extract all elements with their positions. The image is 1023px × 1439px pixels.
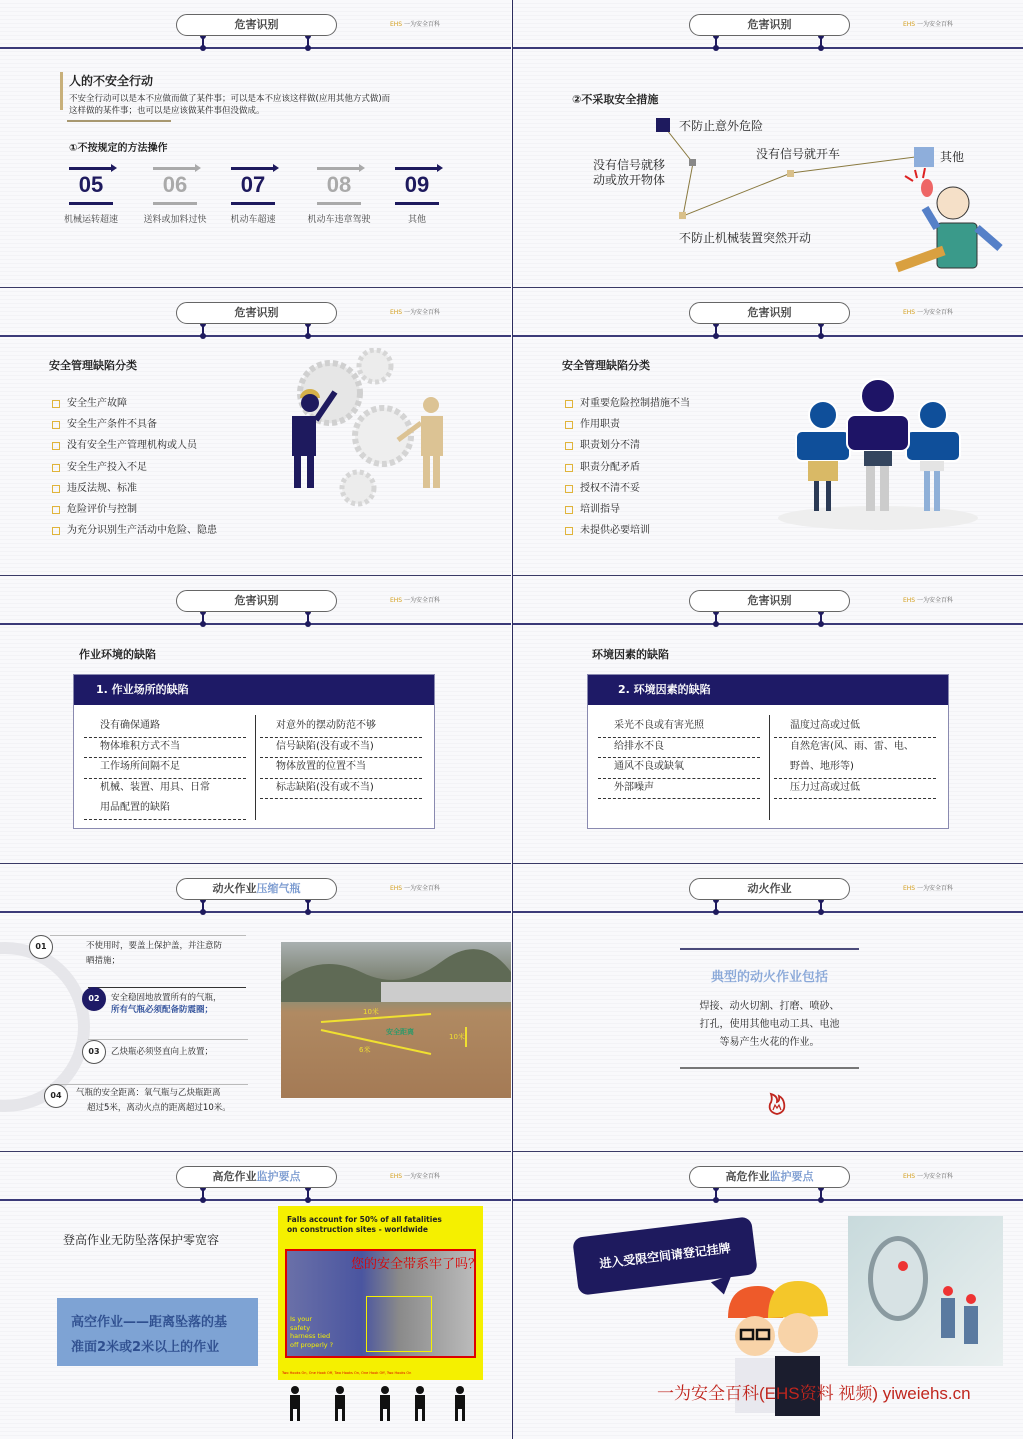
safety-poster: Falls account for 50% of all fatalities on construction sites - worldwide 您的安全带系牢了吗？ Is your safety harness tied off properly ? Two Hooks On, One Hook Off, Two Hooks On, One Hook Off, Two Hooks On — [278, 1206, 483, 1380]
node-marker — [914, 147, 934, 167]
people-illustration — [778, 373, 988, 533]
checkbox-icon — [565, 464, 573, 472]
speech-bubble: 进入受限空间请登记挂牌 — [572, 1216, 758, 1296]
accent-bar — [60, 72, 63, 110]
flame-icon — [767, 1090, 787, 1116]
slide-work-at-height[interactable] — [0, 1152, 511, 1439]
checkbox-icon — [565, 506, 573, 514]
checkbox-icon — [565, 485, 573, 493]
step-badge: 03 — [82, 1040, 106, 1064]
section-header: 危害识别 — [176, 302, 337, 324]
slide-management-defects-2[interactable] — [512, 288, 1023, 576]
defect-list — [52, 393, 217, 542]
node-marker — [787, 170, 794, 177]
step-badge: 04 — [44, 1084, 68, 1108]
watermark: 一为安全百科(EHS资料 视频) yiweiehs.cn — [657, 1384, 971, 1403]
table-header: 1. 作业场所的缺陷 — [74, 675, 434, 705]
gears-people-illustration — [280, 348, 460, 548]
confined-space-illustration — [848, 1216, 1003, 1366]
description: 不安全行动可以是本不应做而做了某件事；可以是本不应该这样做(应用其他方式做)而 这样做的某件事；也可以是应该做某件事但没做成。 — [69, 94, 391, 116]
node-label: 不防止意外危险 — [679, 119, 764, 133]
node-label: 没有信号就移 动或放开物体 — [593, 158, 666, 187]
list-item: 作用职责 — [565, 414, 690, 435]
defect-table — [73, 674, 435, 829]
defect-list — [565, 393, 690, 542]
slide-unsafe-acts[interactable] — [0, 0, 511, 288]
logo: EHS 一为安全百科 — [390, 597, 441, 604]
step-06: 06 送料或加料过快 — [145, 167, 205, 225]
node-marker — [656, 118, 670, 132]
node-label: 其他 — [940, 150, 965, 164]
section-header: 危害识别 — [689, 14, 850, 36]
node-marker — [689, 159, 696, 166]
slide-title: 安全管理缺陷分类 — [562, 359, 650, 372]
photo-label: 10米 — [449, 1033, 465, 1041]
checkbox-icon — [52, 506, 60, 514]
right-column: 对意外的摆动防范不够 信号缺陷(没有或不当) 物体放置的位置不当 标志缺陷(没有或不当) — [260, 717, 422, 799]
section-header: 危害识别 — [689, 590, 850, 612]
left-column: 采光不良或有害光照 给排水不良 通风不良或缺氧 外部噪声 — [598, 717, 760, 799]
step-text: 气瓶的安全距离：氧气瓶与乙炔瓶距离 超过5米，离动火点的距离超过10米。 — [76, 1088, 231, 1113]
node-marker — [679, 212, 686, 219]
header-line — [0, 47, 511, 49]
list-item: 安全生产故障 — [52, 393, 217, 414]
section-header: 危害识别 — [689, 302, 850, 324]
step-08: 08 机动车违章驾驶 — [309, 167, 369, 225]
worker-cartoon — [885, 168, 1015, 280]
logo: EHS 一为安全百科 — [390, 309, 441, 316]
section-header: 高危作业监护要点 — [176, 1166, 337, 1188]
slide-hot-work[interactable] — [512, 864, 1023, 1152]
list-item: 职责分配矛盾 — [565, 457, 690, 478]
checkbox-icon — [565, 421, 573, 429]
checkbox-icon — [52, 421, 60, 429]
logo: EHS 一为安全百科 — [390, 885, 441, 892]
step-text: 安全稳固地放置所有的气瓶， 所有气瓶必须配备防震圈； — [111, 993, 222, 1015]
table-header: 2. 环境因素的缺陷 — [588, 675, 948, 705]
list-item: 安全生产条件不具备 — [52, 414, 217, 435]
list-item: 职责划分不清 — [565, 436, 690, 457]
section-header: 高危作业监护要点 — [689, 1166, 850, 1188]
checkbox-icon — [52, 400, 60, 408]
checkbox-icon — [565, 527, 573, 535]
list-item: 未提供必要培训 — [565, 521, 690, 542]
harness-figures — [282, 1380, 482, 1424]
slide-title: 作业环境的缺陷 — [79, 648, 156, 661]
section-header: 动火作业压缩气瓶 — [176, 878, 337, 900]
right-column: 温度过高或过低 自然危害(风、雨、雷、电、 野兽、地形等) 压力过高或过低 — [774, 717, 936, 799]
step-badge: 02 — [82, 987, 106, 1011]
step-07: 07 机动车超速 — [223, 167, 283, 225]
list-item: 培训指导 — [565, 499, 690, 520]
body-text: 焊接、动火切割、打磨、喷砂、 打孔，使用其他电动工具、电池 等易产生火花的作业。 — [699, 1001, 840, 1048]
list-item: 没有安全生产管理机构或人员 — [52, 436, 217, 457]
logo: EHS 一为安全百科 — [903, 1173, 954, 1180]
step-09: 09 其他 — [387, 167, 447, 225]
section-header: 动火作业 — [689, 878, 850, 900]
slide-environmental-factor-defects[interactable] — [512, 576, 1023, 864]
logo: EHS 一为安全百科 — [903, 597, 954, 604]
logo: EHS 一为安全百科 — [390, 21, 441, 28]
definition-box: 高空作业——距离坠落的基 准面2米或2米以上的作业 — [57, 1298, 258, 1366]
checkbox-icon — [52, 527, 60, 535]
photo-label: 6米 — [359, 1046, 371, 1054]
logo: EHS 一为安全百科 — [903, 885, 954, 892]
site-photo — [281, 942, 511, 1098]
logo: EHS 一为安全百科 — [903, 21, 954, 28]
defect-table — [587, 674, 949, 829]
subtitle: ①不按规定的方法操作 — [69, 143, 168, 154]
checkbox-icon — [565, 400, 573, 408]
underline — [67, 120, 171, 122]
engineers-cartoon — [723, 1278, 843, 1428]
policy-text: 登高作业无防坠落保护零宽容 — [63, 1233, 220, 1247]
step-text: 不使用时，要盖上保护盖，并注意防 晒措施； — [86, 941, 223, 966]
list-item: 为充分识别生产活动中危险、隐患 — [52, 521, 217, 542]
list-item: 安全生产投入不足 — [52, 457, 217, 478]
list-item: 对重要危险控制措施不当 — [565, 393, 690, 414]
slide-gas-cylinders[interactable] — [0, 864, 511, 1152]
slide-title: 安全管理缺陷分类 — [49, 359, 137, 372]
checkbox-icon — [565, 442, 573, 450]
logo: EHS 一为安全百科 — [390, 1173, 441, 1180]
slide-no-safety-measures[interactable] — [512, 0, 1023, 288]
checkbox-icon — [52, 485, 60, 493]
slide-title: 人的不安全行动 — [69, 74, 154, 88]
checkbox-icon — [52, 442, 60, 450]
logo: EHS 一为安全百科 — [903, 309, 954, 316]
left-column: 没有确保通路 物体堆积方式不当 工作场所间隔不足 机械、装置、用具、日常 用品配置的缺陷 — [84, 717, 246, 820]
slide-confined-space[interactable] — [512, 1152, 1023, 1439]
step-badge: 01 — [29, 935, 53, 959]
node-label: 不防止机械装置突然开动 — [679, 231, 812, 245]
step-05: 05 机械运转超速 — [61, 167, 121, 225]
photo-label: 安全距离 — [386, 1028, 414, 1036]
slide-title: 典型的动火作业包括 — [710, 970, 828, 985]
step-text: 乙炔瓶必须竖直向上放置； — [111, 1047, 214, 1057]
slide-title: 环境因素的缺陷 — [592, 648, 669, 661]
photo-label: 10米 — [363, 1008, 379, 1016]
list-item: 授权不清不妥 — [565, 478, 690, 499]
slide-management-defects-1[interactable] — [0, 288, 511, 576]
list-item: 危险评价与控制 — [52, 499, 217, 520]
list-item: 违反法规、标准 — [52, 478, 217, 499]
subtitle: ②不采取安全措施 — [572, 93, 659, 106]
node-label: 没有信号就开车 — [756, 147, 841, 161]
checkbox-icon — [52, 464, 60, 472]
slide-work-environment-defects[interactable] — [0, 576, 511, 864]
section-header: 危害识别 — [176, 14, 337, 36]
section-header: 危害识别 — [176, 590, 337, 612]
